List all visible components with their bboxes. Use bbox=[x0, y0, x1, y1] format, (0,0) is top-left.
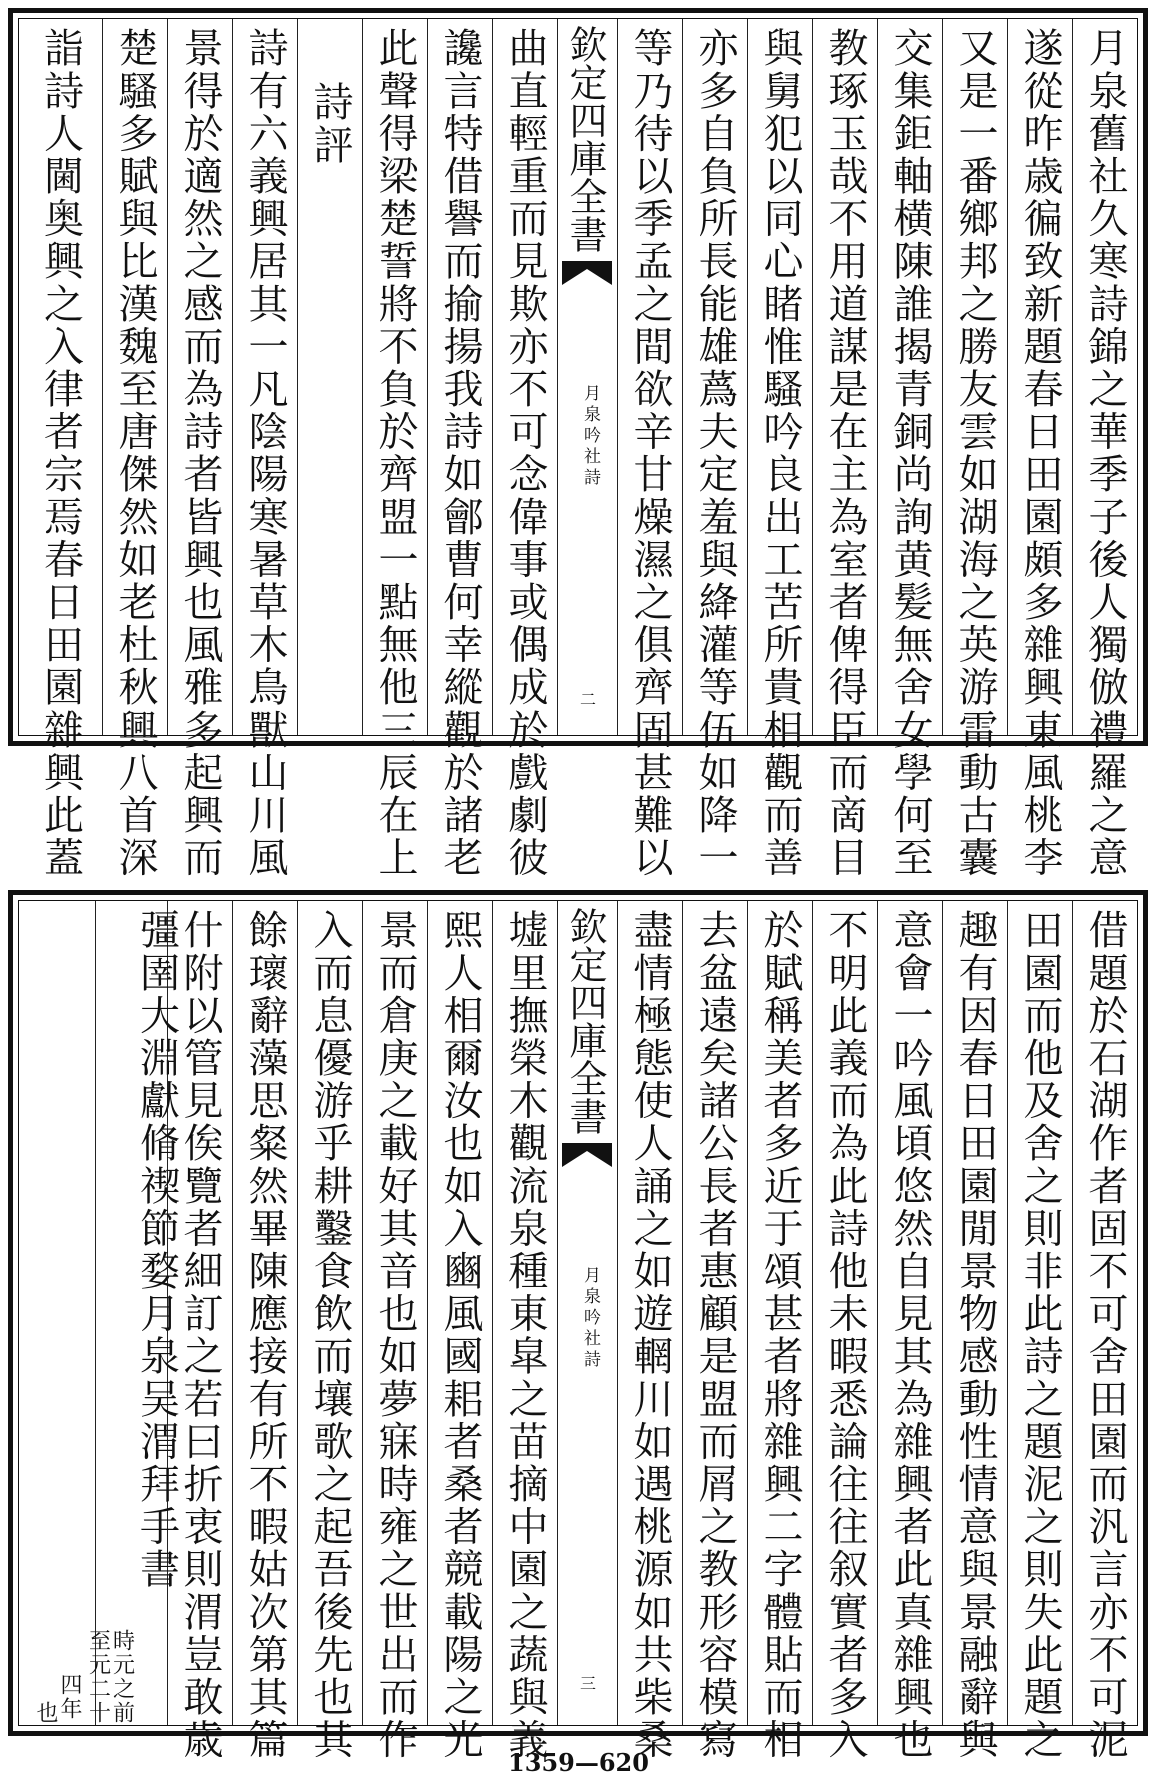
center-fold bbox=[557, 901, 617, 1725]
book-title: 欽定四庫全書 bbox=[563, 907, 607, 1135]
text-column: 曲直輕重而見欺亦不可念偉事或偶成於戲劇彼 bbox=[502, 27, 548, 879]
text-column: 月泉舊社久寒詩錦之華季子後人獨倣禮羅之意 bbox=[1082, 27, 1128, 879]
text-column: 借題於石湖作者固不可舍田園而汎言亦不可泥 bbox=[1082, 909, 1128, 1761]
text-column: 去盆遠矣諸公長者惠顧是盟而屑之教形容模寫 bbox=[692, 909, 738, 1761]
text-column: 景而倉庚之載好其音也如夢寐時雍之世出而作 bbox=[372, 909, 418, 1761]
text-column: 於賦稱美者多近于頌甚者將雜興二字體貼而相 bbox=[757, 909, 803, 1761]
text-column: 讒言特借譽而揄揚我詩如鄶曹何幸縱觀於諸老 bbox=[437, 27, 483, 879]
note-line: 時元之前 bbox=[109, 1629, 135, 1725]
text-column: 什附以管見俟覽者細訂之若曰折衷則渭豈敢歳 bbox=[177, 909, 223, 1761]
note-line: 也 bbox=[33, 1701, 58, 1725]
text-column: 亦多自負所長能雄蔿夫定羞與絳灌等伍如降一 bbox=[692, 27, 738, 879]
text-column: 又是一番鄉邦之勝友雲如湖海之英游雷動古囊 bbox=[952, 27, 998, 879]
page-number: 三 bbox=[580, 1674, 597, 1693]
fish-tail-mark-icon bbox=[562, 1143, 612, 1167]
work-title: 月泉吟社詩 bbox=[580, 384, 600, 489]
text-column: 詣詩人閫奥興之入律者宗焉春日田園雜興此蓋 bbox=[37, 27, 84, 879]
text-column: 遂從昨歳徧致新題春日田園頗多雜興東風桃李 bbox=[1017, 27, 1063, 879]
lower-page bbox=[8, 890, 1148, 1761]
text-column: 與舅犯以同心睹惟騷吟良出工苦所貴相觀而善 bbox=[757, 27, 803, 879]
closing-note bbox=[34, 1657, 80, 1725]
footer-page-code: 1359—620 bbox=[508, 1748, 649, 1777]
text-column: 趣有因春日田園閒景物感動性情意與景融辭與 bbox=[952, 909, 998, 1761]
text-column: 餘瓌辭藻思粲然畢陳應接有所不暇姑次第其篇 bbox=[242, 909, 288, 1761]
text-column: 意會一吟風頃悠然自見其為雜興者此真雜興也 bbox=[887, 909, 933, 1761]
text-column: 交集鉅軸横陳誰揭青銅尚詢黄髪無舍女學何至 bbox=[887, 27, 933, 879]
lower-page-frame bbox=[18, 900, 1138, 1761]
text-column: 盡情極態使人誦之如遊輞川如遇桃源如共柴桑 bbox=[627, 909, 673, 1761]
upper-page bbox=[8, 8, 1148, 879]
text-column: 此聲得梁楚誓將不負於齊盟一點無他三辰在上 bbox=[372, 27, 418, 879]
text-column: 教琢玉哉不用道謀是在主為室者俾得臣而啇目 bbox=[822, 27, 868, 879]
text-column: 田園而他及舍之則非此詩之題泥之則失此題之 bbox=[1017, 909, 1063, 1761]
note-line: 四年 bbox=[57, 1673, 82, 1721]
center-fold bbox=[557, 19, 617, 735]
text-column: 楚騷多賦與比漢魏至唐傑然如老杜秋興八首深 bbox=[112, 27, 158, 879]
text-column: 不明此義而為此詩他未暇悉論往往叙實者多入 bbox=[822, 909, 868, 1761]
work-title: 月泉吟社詩 bbox=[580, 1266, 600, 1371]
text-column: 墟里撫榮木觀流泉種東皐之苗摘中園之蔬與義 bbox=[502, 909, 548, 1761]
text-column: 景得於適然之感而為詩者皆興也風雅多起興而 bbox=[177, 27, 223, 879]
section-heading: 詩評 bbox=[307, 81, 353, 167]
book-title: 欽定四庫全書 bbox=[563, 25, 607, 253]
signature-text: 彊圉大淵獻脩禊節婺月泉吴渭拜手書 bbox=[133, 909, 180, 1591]
note-line: 至元二十 bbox=[85, 1629, 111, 1725]
page-number: 二 bbox=[580, 690, 597, 709]
text-column: 等乃待以季孟之間欲辛甘燥濕之俱齊固甚難以 bbox=[627, 27, 673, 879]
signature-column bbox=[85, 901, 180, 1725]
text-column: 入而息優游乎耕鑿食飲而壤歌之起吾後先也其 bbox=[307, 909, 353, 1761]
upper-page-frame bbox=[18, 18, 1138, 879]
text-column: 詩有六義興居其一凡陰陽寒暑草木鳥獸山川風 bbox=[242, 27, 288, 879]
text-column: 熙人相爾汝也如入豳風國耜者桑者競載陽之光 bbox=[437, 909, 483, 1761]
fish-tail-mark-icon bbox=[562, 261, 612, 285]
